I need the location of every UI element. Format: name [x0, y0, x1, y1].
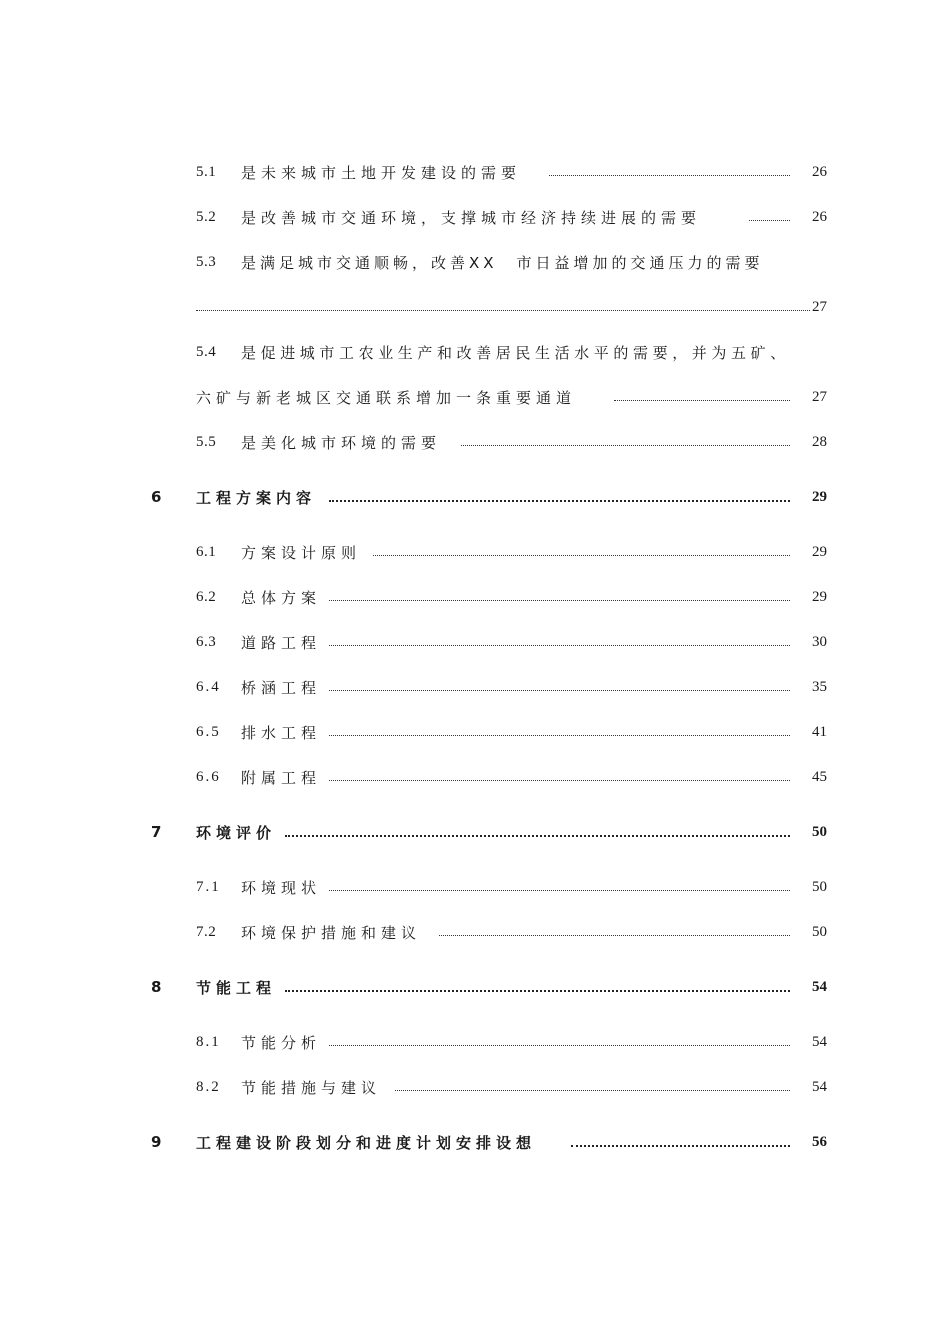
page-number: 29	[812, 589, 827, 605]
dot-leader	[329, 500, 790, 502]
dot-leader	[329, 890, 790, 891]
page-number: 50	[812, 879, 827, 895]
chapter-title: 工程建设阶段划分和进度计划安排设想	[196, 1134, 537, 1152]
dot-leader	[285, 835, 790, 837]
section-title: 道路工程	[241, 634, 322, 652]
section-number: 5.4	[196, 344, 217, 360]
toc-entry-5-5[interactable]	[0, 428, 950, 458]
dot-leader	[329, 645, 790, 646]
dot-leader	[329, 690, 790, 691]
dot-leader	[749, 220, 790, 221]
chapter-number: 6	[151, 488, 162, 506]
toc-chapter-8[interactable]	[0, 973, 950, 1003]
section-number: 6.4	[196, 679, 221, 695]
page-number: 54	[812, 1034, 827, 1050]
page-number: 30	[812, 634, 827, 650]
toc-entry-6-3[interactable]	[0, 628, 950, 658]
chapter-number: 9	[151, 1133, 162, 1151]
section-title: 桥涵工程	[241, 679, 322, 697]
section-number: 5.2	[196, 209, 217, 225]
page-number: 29	[812, 489, 827, 505]
section-title: 是美化城市环境的需要	[241, 434, 442, 452]
section-number: 7.1	[196, 879, 221, 895]
toc-entry-5-1[interactable]	[0, 158, 950, 188]
toc-entry-5-3[interactable]	[0, 248, 950, 278]
section-number: 5.1	[196, 164, 217, 180]
toc-entry-6-5[interactable]	[0, 718, 950, 748]
page-number: 50	[812, 924, 827, 940]
section-title: 总体方案	[241, 589, 322, 607]
page-number: 26	[812, 164, 827, 180]
toc-entry-7-1[interactable]	[0, 873, 950, 903]
section-title-continuation: 六矿与新老城区交通联系增加一条重要通道	[196, 389, 577, 407]
section-title: 节能措施与建议	[241, 1079, 382, 1097]
page-number: 50	[812, 824, 827, 840]
section-title: 是促进城市工农业生产和改善居民生活水平的需要，并为五矿、	[241, 344, 790, 362]
dot-leader	[329, 600, 790, 601]
dot-leader	[549, 175, 790, 176]
section-number: 5.5	[196, 434, 217, 450]
toc-entry-6-1[interactable]	[0, 538, 950, 568]
toc-entry-5-4[interactable]	[0, 338, 950, 368]
dot-leader	[614, 400, 790, 401]
dot-leader	[329, 1045, 790, 1046]
chapter-number: 8	[151, 978, 162, 996]
section-number: 7.2	[196, 924, 217, 940]
page-number: 29	[812, 544, 827, 560]
toc-entry-8-2[interactable]	[0, 1073, 950, 1103]
page-number: 26	[812, 209, 827, 225]
section-number: 6.1	[196, 544, 217, 560]
page-number: 27	[812, 389, 827, 405]
page-number: 28	[812, 434, 827, 450]
dot-leader	[373, 555, 790, 556]
section-number: 6.6	[196, 769, 221, 785]
section-title: 附属工程	[241, 769, 322, 787]
page-number: 56	[812, 1134, 827, 1150]
section-title: 环境现状	[241, 879, 322, 897]
toc-entry-8-1[interactable]	[0, 1028, 950, 1058]
toc-entry-5-3-continuation[interactable]	[0, 293, 950, 323]
chapter-title: 节能工程	[196, 979, 277, 997]
section-title: 是改善城市交通环境，支撑城市经济持续进展的需要	[241, 209, 702, 227]
toc-entry-5-4-continuation[interactable]	[0, 383, 950, 413]
toc-entry-6-2[interactable]	[0, 583, 950, 613]
section-title: 是未来城市土地开发建设的需要	[241, 164, 522, 182]
page-number: 45	[812, 769, 827, 785]
chapter-title: 环境评价	[196, 824, 277, 842]
page-number: 41	[812, 724, 827, 740]
section-title: 是满足城市交通顺畅，改善XX 市日益增加的交通压力的需要	[241, 254, 764, 272]
dot-leader	[439, 935, 790, 936]
page-number: 27	[812, 299, 827, 315]
section-number: 8.2	[196, 1079, 221, 1095]
section-number: 8.1	[196, 1034, 221, 1050]
toc-entry-6-6[interactable]	[0, 763, 950, 793]
section-number: 6.2	[196, 589, 217, 605]
page-number: 54	[812, 1079, 827, 1095]
toc-chapter-6[interactable]	[0, 483, 950, 513]
dot-leader	[329, 780, 790, 781]
section-title: 排水工程	[241, 724, 322, 742]
chapter-number: 7	[151, 823, 162, 841]
dot-leader	[329, 735, 790, 736]
dot-leader	[196, 310, 810, 311]
chapter-title: 工程方案内容	[196, 489, 317, 507]
section-title: 环境保护措施和建议	[241, 924, 422, 942]
dot-leader	[571, 1145, 790, 1147]
dot-leader	[461, 445, 790, 446]
dot-leader	[285, 990, 790, 992]
section-title: 方案设计原则	[241, 544, 362, 562]
toc-chapter-9[interactable]	[0, 1128, 950, 1158]
dot-leader	[395, 1090, 790, 1091]
page-number: 54	[812, 979, 827, 995]
section-number: 6.3	[196, 634, 217, 650]
section-number: 6.5	[196, 724, 221, 740]
toc-entry-7-2[interactable]	[0, 918, 950, 948]
toc-chapter-7[interactable]	[0, 818, 950, 848]
toc-entry-5-2[interactable]	[0, 203, 950, 233]
page-number: 35	[812, 679, 827, 695]
section-title: 节能分析	[241, 1034, 322, 1052]
toc-entry-6-4[interactable]	[0, 673, 950, 703]
section-number: 5.3	[196, 254, 217, 270]
